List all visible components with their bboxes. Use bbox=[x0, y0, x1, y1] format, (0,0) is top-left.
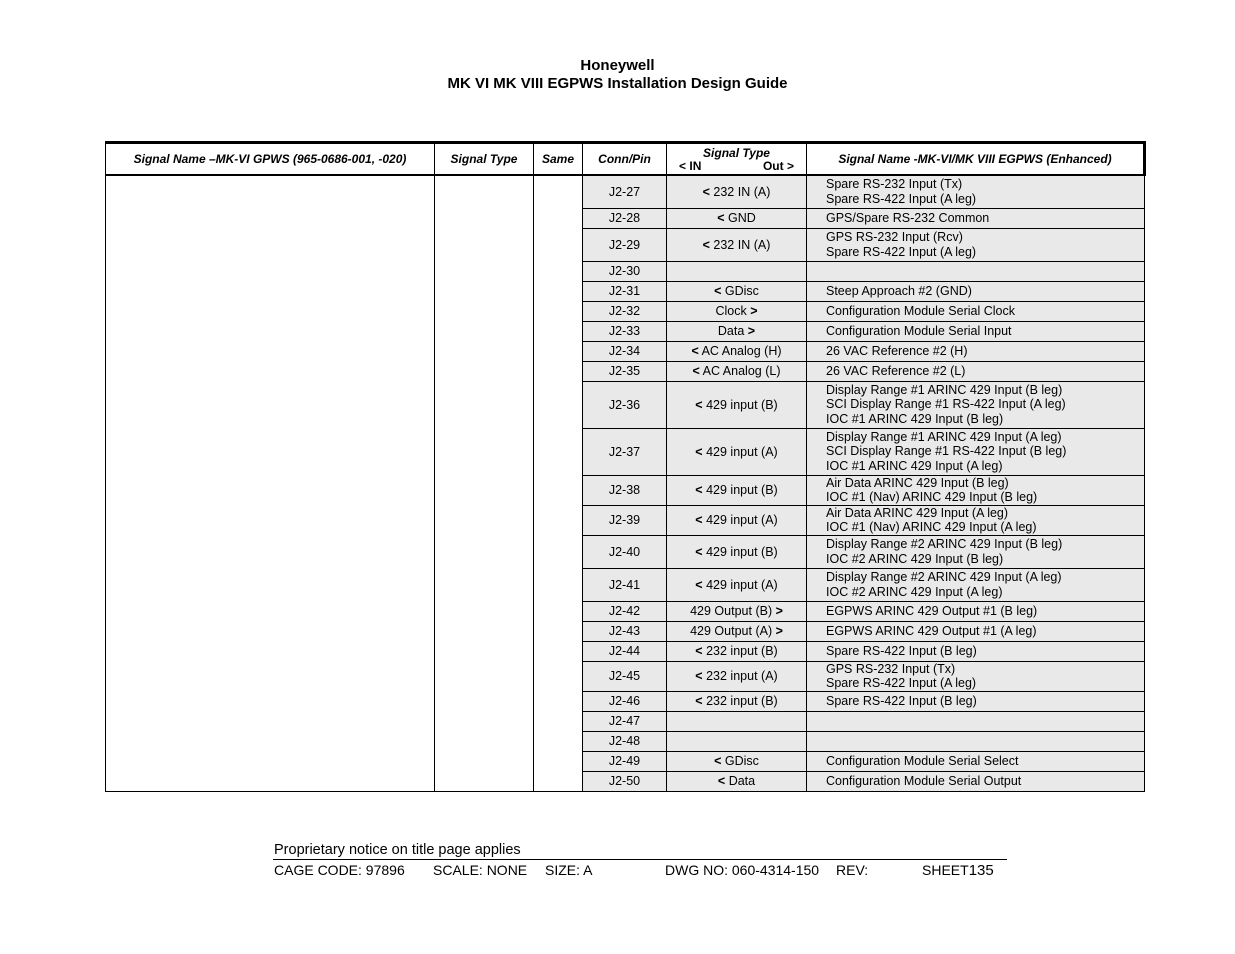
input-arrow-icon: < bbox=[702, 237, 710, 252]
signal-name-cell bbox=[807, 475, 1145, 505]
sheet-label: SHEET bbox=[922, 862, 969, 878]
signal-name-line: Configuration Module Serial Clock bbox=[826, 303, 1015, 318]
input-arrow-icon: < bbox=[695, 669, 703, 683]
signal-name-line: IOC #1 ARINC 429 Input (A leg) bbox=[826, 458, 1003, 473]
col-signal-type: Signal Type bbox=[435, 143, 534, 176]
signal-type-cell: < GND bbox=[667, 208, 807, 228]
conn-pin-cell: J2-38 bbox=[583, 475, 667, 505]
conn-pin-cell: J2-27 bbox=[583, 175, 667, 208]
signal-name-cell bbox=[807, 175, 1145, 208]
input-arrow-icon: < bbox=[691, 344, 699, 358]
input-arrow-icon: < bbox=[695, 577, 703, 592]
cage-code: CAGE CODE: 97896 bbox=[274, 862, 405, 878]
conn-pin-cell: J2-37 bbox=[583, 428, 667, 475]
output-arrow-icon: > bbox=[747, 324, 756, 338]
signal-name-cell bbox=[807, 261, 1145, 281]
signal-type-cell: < 429 input (A) bbox=[667, 505, 807, 535]
signal-name-line: Display Range #1 ARINC 429 Input (A leg) bbox=[826, 429, 1062, 444]
col-same: Same bbox=[534, 143, 583, 176]
signal-name-cell bbox=[807, 661, 1145, 691]
input-arrow-icon: < bbox=[695, 397, 703, 412]
conn-pin-cell: J2-29 bbox=[583, 228, 667, 261]
signal-name-cell bbox=[807, 731, 1145, 751]
conn-pin-cell: J2-41 bbox=[583, 568, 667, 601]
signal-name-line: Spare RS-422 Input (A leg) bbox=[826, 191, 977, 206]
signal-type-cell: < 232 IN (A) bbox=[667, 175, 807, 208]
input-arrow-icon: < bbox=[692, 364, 700, 378]
conn-pin-cell: J2-31 bbox=[583, 281, 667, 301]
signal-type-cell: < 232 input (B) bbox=[667, 641, 807, 661]
conn-pin-cell: J2-47 bbox=[583, 711, 667, 731]
input-arrow-icon: < bbox=[714, 754, 722, 768]
signal-name-cell bbox=[807, 381, 1145, 428]
signal-name-line: Spare RS-232 Input (Tx) bbox=[826, 177, 963, 192]
signal-name-cell bbox=[807, 535, 1145, 568]
input-arrow-icon: < bbox=[695, 513, 703, 527]
signal-name-cell bbox=[807, 281, 1145, 301]
conn-pin-cell: J2-40 bbox=[583, 535, 667, 568]
col-signal-name-old: Signal Name –MK-VI GPWS (965-0686-001, -020) bbox=[106, 143, 435, 176]
signal-type-cell: 429 Output (B) > bbox=[667, 601, 807, 621]
col-out-label: Out > bbox=[762, 158, 794, 173]
conn-pin-cell: J2-50 bbox=[583, 771, 667, 791]
input-arrow-icon: < bbox=[695, 644, 703, 658]
signal-name-cell bbox=[807, 341, 1145, 361]
signal-name-cell bbox=[807, 361, 1145, 381]
signal-name-line: Configuration Module Serial Output bbox=[826, 773, 1022, 788]
signal-name-line: Air Data ARINC 429 Input (B leg) bbox=[826, 475, 1009, 490]
input-arrow-icon: < bbox=[714, 284, 722, 298]
signal-name-line: Steep Approach #2 (GND) bbox=[826, 283, 972, 298]
blank-signal-type bbox=[435, 175, 534, 791]
signal-name-line: Configuration Module Serial Select bbox=[826, 753, 1019, 768]
signal-type-cell: < 429 input (A) bbox=[667, 428, 807, 475]
signal-name-line: IOC #1 (Nav) ARINC 429 Input (B leg) bbox=[826, 490, 1038, 504]
signal-name-cell bbox=[807, 568, 1145, 601]
col-signal-name-new: Signal Name -MK-VI/MK VIII EGPWS (Enhanced) bbox=[807, 143, 1145, 176]
signal-name-line: Display Range #1 ARINC 429 Input (B leg) bbox=[826, 382, 1063, 397]
signal-type-cell bbox=[667, 711, 807, 731]
signal-type-cell bbox=[667, 731, 807, 751]
signal-name-cell bbox=[807, 711, 1145, 731]
signal-name-line: IOC #2 ARINC 429 Input (B leg) bbox=[826, 551, 1004, 566]
signal-name-line: SCI Display Range #1 RS-422 Input (B leg) bbox=[826, 444, 1067, 459]
conn-pin-cell: J2-33 bbox=[583, 321, 667, 341]
conn-pin-cell: J2-42 bbox=[583, 601, 667, 621]
table-header-row bbox=[106, 143, 1145, 176]
signal-type-cell: < GDisc bbox=[667, 281, 807, 301]
conn-pin-cell: J2-44 bbox=[583, 641, 667, 661]
conn-pin-cell: J2-28 bbox=[583, 208, 667, 228]
col-conn-pin: Conn/Pin bbox=[583, 143, 667, 176]
conn-pin-cell: J2-32 bbox=[583, 301, 667, 321]
scale: SCALE: NONE bbox=[433, 862, 528, 878]
blank-signal-name-old bbox=[106, 175, 435, 791]
signal-type-cell: < 232 input (A) bbox=[667, 661, 807, 691]
signal-name-line: Display Range #2 ARINC 429 Input (B leg) bbox=[826, 537, 1063, 551]
conn-pin-cell: J2-43 bbox=[583, 621, 667, 641]
signal-type-cell: < 429 input (B) bbox=[667, 535, 807, 568]
signal-type-cell: < 429 input (B) bbox=[667, 475, 807, 505]
conn-pin-cell: J2-34 bbox=[583, 341, 667, 361]
table-body bbox=[106, 175, 1145, 791]
conn-pin-cell: J2-36 bbox=[583, 381, 667, 428]
signal-name-cell bbox=[807, 771, 1145, 791]
signal-type-cell: < AC Analog (H) bbox=[667, 341, 807, 361]
signal-name-line: Spare RS-422 Input (B leg) bbox=[826, 693, 977, 708]
input-arrow-icon: < bbox=[717, 774, 726, 788]
output-arrow-icon: > bbox=[750, 304, 758, 318]
signal-type-cell: < 429 input (B) bbox=[667, 381, 807, 428]
conn-pin-cell: J2-45 bbox=[583, 661, 667, 691]
signal-name-cell bbox=[807, 601, 1145, 621]
signal-name-line: Spare RS-422 Input (A leg) bbox=[826, 676, 977, 690]
size: SIZE: A bbox=[545, 862, 593, 878]
signal-type-cell: < Data bbox=[667, 771, 807, 791]
signal-name-cell bbox=[807, 321, 1145, 341]
conn-pin-cell: J2-46 bbox=[583, 691, 667, 711]
conn-pin-cell: J2-35 bbox=[583, 361, 667, 381]
document-title: MK VI MK VIII EGPWS Installation Design Guide bbox=[447, 75, 788, 92]
signal-type-cell bbox=[667, 261, 807, 281]
signal-name-cell bbox=[807, 641, 1145, 661]
signal-type-cell: < 232 IN (A) bbox=[667, 228, 807, 261]
signal-type-cell: Clock > bbox=[667, 301, 807, 321]
conn-pin-cell: J2-39 bbox=[583, 505, 667, 535]
signal-name-cell bbox=[807, 621, 1145, 641]
conn-pin-cell: J2-49 bbox=[583, 751, 667, 771]
revision: REV: bbox=[836, 862, 869, 878]
signal-name-cell bbox=[807, 691, 1145, 711]
signal-name-line: GPS/Spare RS-232 Common bbox=[826, 210, 990, 225]
signal-name-line: GPS RS-232 Input (Tx) bbox=[826, 661, 956, 676]
signal-name-line: IOC #1 (Nav) ARINC 429 Input (A leg) bbox=[826, 520, 1037, 534]
input-arrow-icon: < bbox=[695, 544, 703, 559]
signal-name-cell bbox=[807, 751, 1145, 771]
footer-divider bbox=[273, 859, 1007, 860]
signal-name-line: Display Range #2 ARINC 429 Input (A leg) bbox=[826, 570, 1062, 584]
signal-type-cell: < 232 input (B) bbox=[667, 691, 807, 711]
signal-name-line: EGPWS ARINC 429 Output #1 (B leg) bbox=[826, 603, 1038, 618]
signal-name-line: Spare RS-422 Input (A leg) bbox=[826, 244, 977, 259]
signal-name-line: Configuration Module Serial Input bbox=[826, 323, 1012, 338]
signal-name-line: IOC #2 ARINC 429 Input (A leg) bbox=[826, 584, 1003, 599]
input-arrow-icon: < bbox=[695, 483, 703, 497]
drawing-number: DWG NO: 060-4314-150 bbox=[665, 862, 820, 878]
col-in-label: < IN bbox=[679, 158, 702, 173]
output-arrow-icon: > bbox=[775, 604, 783, 618]
signal-name-cell bbox=[807, 208, 1145, 228]
signal-name-cell bbox=[807, 301, 1145, 321]
signal-type-cell: Data > bbox=[667, 321, 807, 341]
signal-name-line: IOC #1 ARINC 429 Input (B leg) bbox=[826, 411, 1004, 426]
title-block bbox=[274, 862, 1007, 879]
input-arrow-icon: < bbox=[695, 694, 703, 708]
signal-name-line: 26 VAC Reference #2 (L) bbox=[826, 363, 966, 378]
signal-name-line: GPS RS-232 Input (Rcv) bbox=[826, 230, 963, 244]
input-arrow-icon: < bbox=[702, 184, 710, 199]
signal-type-cell: < 429 input (A) bbox=[667, 568, 807, 601]
table-row bbox=[106, 175, 1145, 208]
signal-name-line: EGPWS ARINC 429 Output #1 (A leg) bbox=[826, 623, 1037, 638]
input-arrow-icon: < bbox=[679, 158, 687, 173]
signal-type-cell: < GDisc bbox=[667, 751, 807, 771]
signal-type-cell: < AC Analog (L) bbox=[667, 361, 807, 381]
signal-name-line: SCI Display Range #1 RS-422 Input (A leg) bbox=[826, 397, 1066, 412]
signal-name-line: Spare RS-422 Input (B leg) bbox=[826, 643, 977, 658]
signal-type-cell: 429 Output (A) > bbox=[667, 621, 807, 641]
signal-name-line: 26 VAC Reference #2 (H) bbox=[826, 343, 968, 358]
signal-table bbox=[105, 141, 1146, 792]
input-arrow-icon: < bbox=[695, 444, 703, 459]
company-name: Honeywell bbox=[580, 57, 655, 74]
signal-name-cell bbox=[807, 428, 1145, 475]
output-arrow-icon: > bbox=[786, 158, 794, 173]
conn-pin-cell: J2-48 bbox=[583, 731, 667, 751]
signal-name-cell bbox=[807, 505, 1145, 535]
col-signal-type-io-label: Signal Type bbox=[703, 145, 770, 160]
output-arrow-icon: > bbox=[775, 624, 783, 638]
signal-name-line: Air Data ARINC 429 Input (A leg) bbox=[826, 505, 1009, 520]
blank-same bbox=[534, 175, 583, 791]
sheet-number: 135 bbox=[968, 862, 994, 879]
signal-name-cell bbox=[807, 228, 1145, 261]
input-arrow-icon: < bbox=[717, 211, 725, 225]
proprietary-notice: Proprietary notice on title page applies bbox=[274, 842, 521, 858]
conn-pin-cell: J2-30 bbox=[583, 261, 667, 281]
col-signal-type-io bbox=[667, 143, 807, 176]
